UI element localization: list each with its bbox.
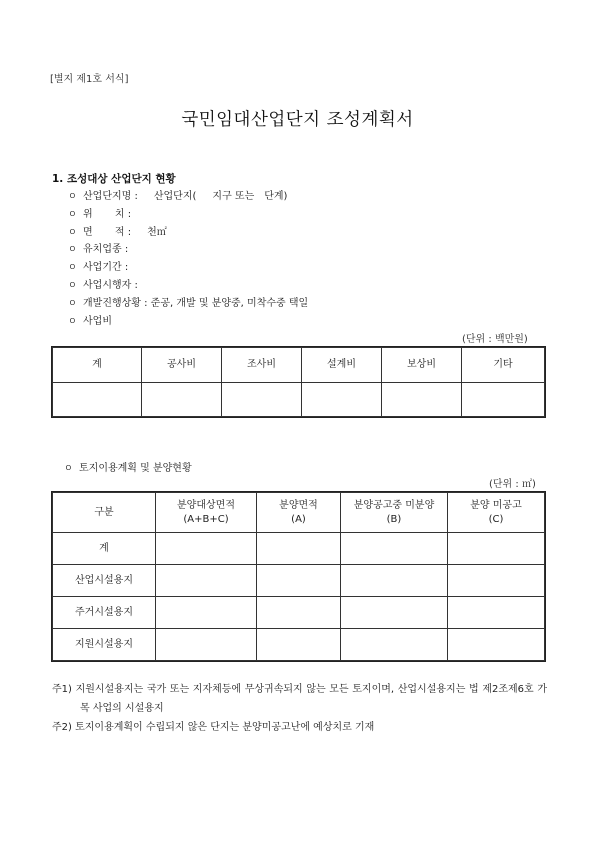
cost-cell [462, 383, 545, 417]
land-cell [156, 597, 257, 629]
bullet-icon: ㅇ [68, 227, 77, 238]
land-cell [257, 629, 341, 661]
cost-unit-note: (단위 : 백만원) [462, 334, 528, 345]
land-cell [448, 533, 545, 565]
cost-cell [302, 383, 382, 417]
project-info-list [68, 190, 308, 332]
cost-header: 조사비 [222, 348, 302, 383]
cost-cell [142, 383, 222, 417]
info-value: 천㎡ [147, 226, 167, 238]
info-label: 사업비 [83, 315, 112, 327]
land-header: 분양공고중 미분양 (B) [341, 493, 448, 533]
bullet-icon: ㅇ [68, 263, 77, 274]
land-header: 구분 [53, 493, 156, 533]
bullet-icon: ㅇ [68, 298, 77, 309]
land-cell [156, 533, 257, 565]
land-cell [448, 629, 545, 661]
info-label: 산업단지명 : [83, 191, 138, 202]
bullet-icon: ㅇ [68, 209, 77, 220]
info-label: 유치업종 : [83, 244, 129, 256]
land-row-label: 산업시설용지 [53, 565, 156, 597]
land-cell [448, 565, 545, 597]
land-row-label: 지원시설용지 [53, 629, 156, 661]
cost-cell [382, 383, 462, 417]
land-row-label: 계 [53, 533, 156, 565]
info-item-industry [68, 243, 308, 261]
bullet-icon: ㅇ [68, 316, 77, 327]
land-cell [341, 533, 448, 565]
bullet-icon: ㅇ [68, 280, 77, 291]
land-use-heading [64, 459, 192, 474]
land-cell [341, 629, 448, 661]
land-unit-note: (단위 : ㎡) [489, 479, 536, 490]
cost-table [52, 347, 545, 417]
land-use-heading-text: 토지이용계획 및 분양현황 [79, 463, 192, 474]
info-extra: 단계) [264, 191, 288, 202]
info-label: 사업시행자 : [83, 279, 138, 291]
land-cell [341, 597, 448, 629]
footnote-1: 주1) 지원시설용지는 국가 또는 지자체등에 무상귀속되지 않는 모든 토지이며, 산업시설용지는 법 제2조제6호 가목 사업의 시설용지 [52, 684, 547, 714]
cost-header: 보상비 [382, 348, 462, 383]
land-use-table [52, 492, 545, 661]
info-item-period [68, 261, 308, 279]
bullet-icon: ㅇ [68, 192, 77, 202]
section-heading: 1. 조성대상 산업단지 현황 [52, 173, 176, 185]
info-value: 산업단지( [153, 191, 197, 202]
land-cell [156, 629, 257, 661]
land-cell [341, 565, 448, 597]
info-item-name [68, 190, 308, 208]
land-row-label: 주거시설용지 [53, 597, 156, 629]
footnotes [52, 680, 547, 737]
info-label: 위 치 : [83, 208, 132, 220]
cost-header: 공사비 [142, 348, 222, 383]
footnote-2: 주2) 토지이용계획이 수립되지 않은 단지는 분양미공고난에 예상치로 기재 [52, 722, 375, 733]
land-cell [156, 565, 257, 597]
cost-header: 계 [53, 348, 142, 383]
land-header: 분양면적 (A) [257, 493, 341, 533]
info-item-cost [68, 315, 308, 333]
cost-cell [222, 383, 302, 417]
cost-cell [53, 383, 142, 417]
info-item-operator [68, 279, 308, 297]
bullet-icon: ㅇ [68, 245, 77, 256]
land-cell [257, 565, 341, 597]
cost-header: 설계비 [302, 348, 382, 383]
bullet-icon: ㅇ [64, 464, 73, 474]
info-label: 사업기간 : [83, 262, 129, 274]
info-item-area [68, 226, 308, 244]
document-title: 국민임대산업단지 조성계획서 [181, 110, 414, 130]
form-number: [별지 제1호 서식] [50, 74, 129, 85]
info-item-location [68, 208, 308, 226]
info-label: 면 적 : [83, 226, 132, 238]
info-item-status [68, 297, 308, 315]
land-cell [257, 597, 341, 629]
land-cell [448, 597, 545, 629]
info-extra: 지구 또는 [212, 191, 255, 202]
info-label: 개발진행상황 : 준공, 개발 및 분양중, 미착수중 택일 [83, 297, 309, 309]
land-cell [257, 533, 341, 565]
land-header: 분양대상면적 (A+B+C) [156, 493, 257, 533]
cost-header: 기타 [462, 348, 545, 383]
land-header: 분양 미공고 (C) [448, 493, 545, 533]
